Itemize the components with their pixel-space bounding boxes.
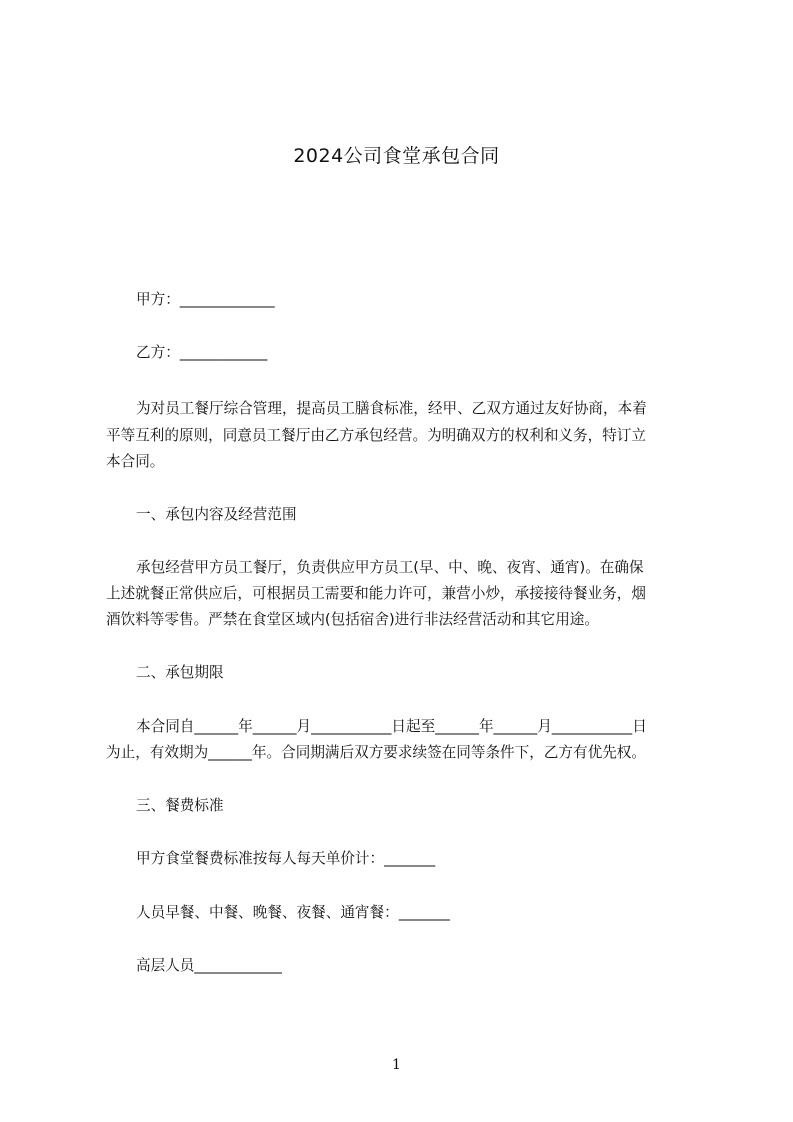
page-number: 1 bbox=[392, 1057, 401, 1073]
section2-heading: 二、承包期限 bbox=[136, 664, 224, 681]
section1-line-3: 酒饮料等零售。严禁在食堂区域内(包括宿舍)进行非法经营活动和其它用途。 bbox=[106, 611, 599, 628]
section1-line-2: 上述就餐正常供应后，可根据员工需要和能力许可，兼营小炒，承接接待餐业务，烟 bbox=[106, 585, 646, 602]
section2-line-1: 本合同自______年______月___________日起至______年______月___________日 bbox=[136, 718, 647, 735]
document-title: 2024公司食堂承包合同 bbox=[293, 145, 500, 167]
party-a-line: 甲方：_____________ bbox=[136, 291, 275, 308]
section3-line-3: 高层人员____________ bbox=[136, 957, 282, 974]
party-b-line: 乙方：____________ bbox=[136, 344, 268, 361]
intro-line-1: 为对员工餐厅综合管理，提高员工膳食标准，经甲、乙双方通过友好协商，本着 bbox=[136, 400, 647, 417]
intro-line-2: 平等互利的原则，同意员工餐厅由乙方承包经营。为明确双方的权利和义务，特订立 bbox=[106, 427, 646, 444]
section3-line-1: 甲方食堂餐费标准按每人每天单价计：_______ bbox=[136, 850, 436, 867]
section1-line-1: 承包经营甲方员工餐厅，负责供应甲方员工(早、中、晚、夜宵、通宵)。在确保 bbox=[136, 559, 644, 576]
section1-heading: 一、承包内容及经营范围 bbox=[136, 506, 297, 523]
intro-line-3: 本合同。 bbox=[106, 453, 165, 470]
section3-heading: 三、餐费标准 bbox=[136, 797, 224, 814]
section3-line-2: 人员早餐、中餐、晚餐、夜餐、通宵餐：_______ bbox=[136, 904, 450, 921]
section2-line-2: 为止，有效期为______年。合同期满后双方要求续签在同等条件下，乙方有优先权。 bbox=[106, 744, 646, 761]
